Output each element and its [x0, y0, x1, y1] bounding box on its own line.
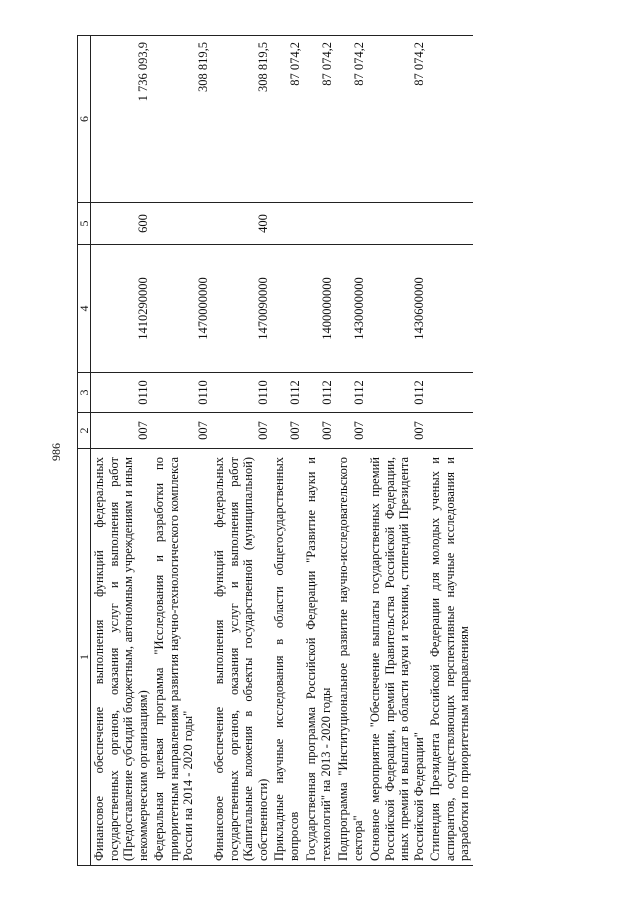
- header-col-2: 2: [78, 413, 91, 449]
- row-expense: 400: [211, 203, 271, 245]
- row-target: 1400000000: [303, 245, 335, 373]
- row-section: [427, 373, 473, 413]
- row-target: 1430000000: [335, 245, 367, 373]
- row-amount: 87 074,2: [367, 36, 427, 203]
- row-amount: 87 074,2: [271, 36, 303, 203]
- row-ministry: [427, 413, 473, 449]
- row-amount: 308 819,5: [151, 36, 211, 203]
- row-section: 0112: [271, 373, 303, 413]
- row-ministry: 007: [367, 413, 427, 449]
- row-expense: [335, 203, 367, 245]
- table-row: [151, 36, 211, 866]
- row-expense: [367, 203, 427, 245]
- header-col-4: 4: [78, 245, 91, 373]
- row-section: 0112: [303, 373, 335, 413]
- row-section: 0110: [211, 373, 271, 413]
- row-name: Государственная программа Российской Федерации "Развитие науки и технологий" на 2013 - 2020 годы: [303, 449, 335, 866]
- budget-table-rotated: [77, 36, 632, 866]
- row-ministry: 007: [271, 413, 303, 449]
- table-row: [427, 36, 473, 866]
- row-target: 1410290000: [91, 245, 152, 373]
- row-section: 0112: [367, 373, 427, 413]
- row-ministry: 007: [335, 413, 367, 449]
- row-target: [427, 245, 473, 373]
- row-name: Прикладные научные исследования в области общегосударственных вопросов: [271, 449, 303, 866]
- row-target: 1470090000: [211, 245, 271, 373]
- table-row: [211, 36, 271, 866]
- table-row: [335, 36, 367, 866]
- row-expense: [271, 203, 303, 245]
- table-row: [271, 36, 303, 866]
- row-name: Финансовое обеспечение выполнения функций федеральных государственных органов, оказания услуг и выполнения работ (Капитальные вложения в объекты государственной (муниципальной) собственности): [211, 449, 271, 866]
- row-expense: [151, 203, 211, 245]
- row-ministry: 007: [303, 413, 335, 449]
- row-section: 0112: [335, 373, 367, 413]
- table-row: [303, 36, 335, 866]
- row-amount: [427, 36, 473, 203]
- row-target: 1430600000: [367, 245, 427, 373]
- header-row: [78, 36, 91, 866]
- row-name: Подпрограмма "Институциональное развитие научно-исследовательского сектора": [335, 449, 367, 866]
- row-expense: [427, 203, 473, 245]
- row-ministry: 007: [211, 413, 271, 449]
- row-target: 1470000000: [151, 245, 211, 373]
- row-name: Федеральная целевая программа "Исследования и разработки по приоритетным направлениям развития научно-технологического комплекса России на 2014 - 2020 годы": [151, 449, 211, 866]
- row-section: 0110: [91, 373, 152, 413]
- row-expense: 600: [91, 203, 152, 245]
- header-col-1: 1: [78, 449, 91, 866]
- row-target: [271, 245, 303, 373]
- row-section: 0110: [151, 373, 211, 413]
- row-amount: 87 074,2: [303, 36, 335, 203]
- row-ministry: 007: [91, 413, 152, 449]
- header-col-3: 3: [78, 373, 91, 413]
- budget-table: [77, 35, 473, 866]
- row-amount: 308 819,5: [211, 36, 271, 203]
- header-col-5: 5: [78, 203, 91, 245]
- row-name: Стипендия Президента Российской Федерации для молодых ученых и аспирантов, осуществляющих перспективные научные исследования и разработки по приоритетным направлениям: [427, 449, 473, 866]
- table-row: [91, 36, 152, 866]
- row-name: Финансовое обеспечение выполнения функций федеральных государственных органов, оказания услуг и выполнения работ (Предоставление субсидий бюджетным, автономным учреждениям и иным некоммерческим организациям): [91, 449, 152, 866]
- row-amount: 87 074,2: [335, 36, 367, 203]
- table-row: [367, 36, 427, 866]
- header-col-6: 6: [78, 36, 91, 203]
- row-name: Основное мероприятие "Обеспечение выплаты государственных премий Российской Федерации, премий Правительства Российской Федерации, иных премий и выплат в области науки и техники, стипендий Президента Российской Федерации": [367, 449, 427, 866]
- row-ministry: 007: [151, 413, 211, 449]
- page-number: 986: [49, 443, 63, 461]
- row-expense: [303, 203, 335, 245]
- row-amount: 1 736 093,9: [91, 36, 152, 203]
